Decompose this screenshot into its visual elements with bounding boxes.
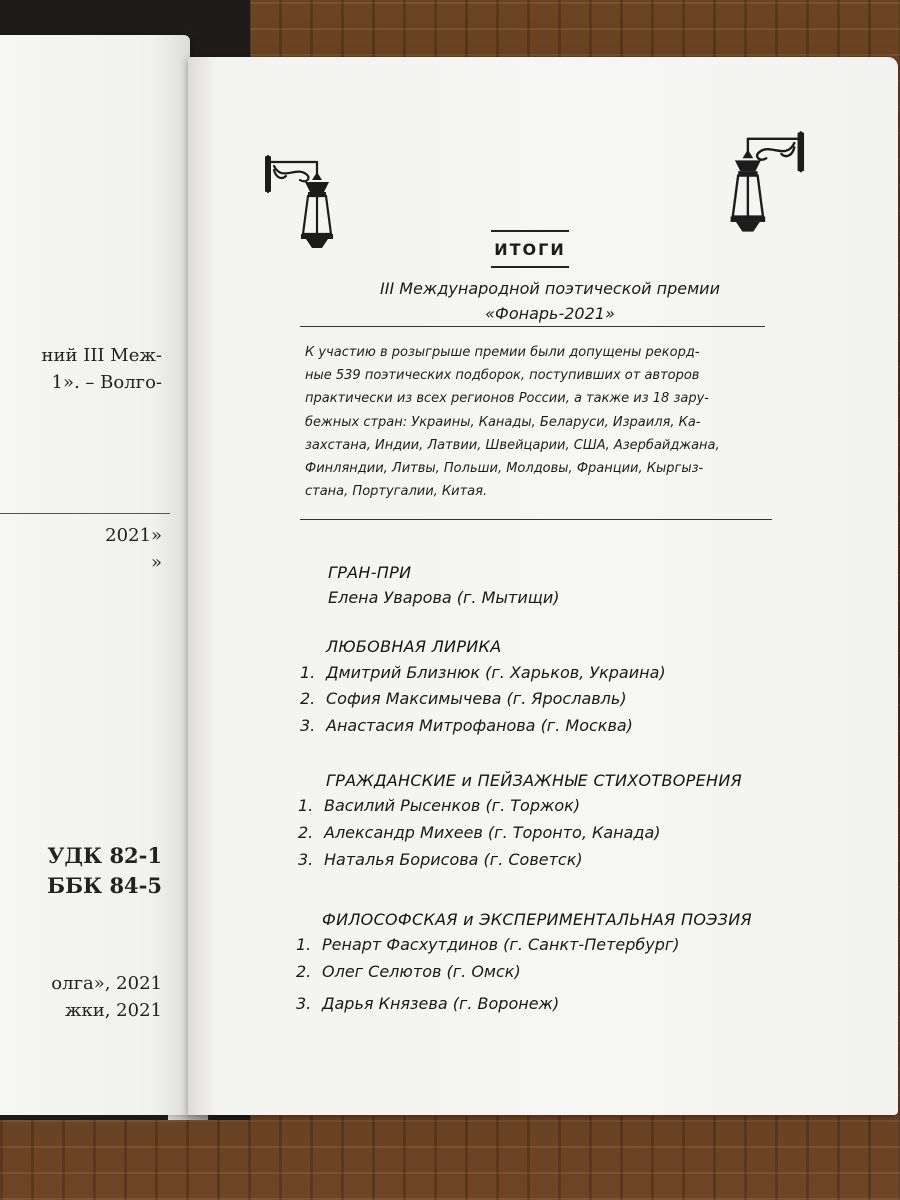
divider-top: [300, 326, 765, 327]
list-item: [300, 716, 633, 735]
intro-line: К участию в розыгрыше премии были допущены рекорд-: [305, 345, 700, 360]
intro-line: практически из всех регионов России, а также из 18 зару-: [305, 391, 709, 407]
entry-number: 3.: [296, 994, 312, 1013]
category-title: ЛЮБОВНАЯ ЛИРИКА: [326, 637, 502, 656]
entry-text: София Максимычева (г. Ярославль): [326, 689, 627, 708]
left-rule: [0, 513, 170, 514]
entry-number: 2.: [300, 689, 316, 708]
entry-number: 1.: [298, 796, 314, 815]
list-item: [298, 823, 661, 842]
list-item: [298, 850, 583, 869]
list-item: [296, 962, 521, 981]
intro-line: бежных стран: Украины, Канады, Беларуси, Израиля, Ка-: [305, 414, 701, 430]
page-heading: ИТОГИ: [491, 230, 569, 268]
copyright-line-1: олга», 2021: [51, 973, 162, 994]
divider-bottom: [300, 519, 772, 520]
intro-paragraph: [305, 341, 775, 503]
left-line-3: 2021»: [105, 525, 162, 546]
lantern-right-icon: [718, 128, 808, 236]
entry-text: Александр Михеев (г. Торонто, Канада): [324, 823, 661, 842]
left-line-4: »: [150, 552, 162, 573]
entry-text: Наталья Борисова (г. Советск): [324, 850, 583, 869]
left-line-2: 1». – Волго-: [51, 372, 162, 393]
bbk-code: ББК 84-5: [47, 873, 162, 898]
list-item: [300, 663, 666, 682]
copyright-line-2: жки, 2021: [64, 1000, 162, 1021]
entry-text: Олег Селютов (г. Омск): [322, 962, 521, 981]
entry-text: Ренарт Фасхутдинов (г. Санкт-Петербург): [322, 935, 680, 954]
subtitle-line-1: III Международной поэтической премии: [380, 279, 720, 298]
udk-code: УДК 82-1: [47, 843, 162, 868]
grand-prix-title: ГРАН-ПРИ: [328, 563, 412, 582]
left-page: [0, 35, 190, 1115]
left-line-1: ний III Меж-: [41, 345, 162, 366]
list-item: [300, 689, 627, 708]
intro-line: захстана, Индии, Латвии, Швейцарии, США, Азербайджана,: [305, 437, 720, 453]
entry-text: Дмитрий Близнюк (г. Харьков, Украина): [326, 663, 666, 682]
list-item: [296, 935, 680, 954]
intro-line: Финляндии, Литвы, Польши, Молдовы, Франции, Кыргыз-: [305, 461, 704, 477]
entry-number: 2.: [298, 823, 314, 842]
entry-text: Анастасия Митрофанова (г. Москва): [326, 716, 633, 735]
entry-number: 1.: [300, 663, 316, 682]
list-item: [298, 796, 580, 815]
entry-number: 1.: [296, 935, 312, 954]
grand-prix-winner: Елена Уварова (г. Мытищи): [328, 588, 560, 607]
entry-number: 3.: [300, 716, 316, 735]
entry-text: Василий Рысенков (г. Торжок): [324, 796, 581, 815]
category-title: ГРАЖДАНСКИЕ и ПЕЙЗАЖНЫЕ СТИХОТВОРЕНИЯ: [326, 771, 743, 790]
intro-line: ные 539 поэтических подборок, поступивших от авторов: [305, 368, 700, 384]
entry-text: Дарья Князева (г. Воронеж): [322, 994, 560, 1013]
lantern-left-icon: [262, 152, 344, 252]
list-item: [296, 994, 559, 1013]
show-through-ghost: [8, 415, 158, 505]
subtitle-line-2: «Фонарь-2021»: [485, 304, 615, 323]
category-title: ФИЛОСОФСКАЯ и ЭКСПЕРИМЕНТАЛЬНАЯ ПОЭЗИЯ: [322, 910, 752, 929]
entry-number: 3.: [298, 850, 314, 869]
entry-number: 2.: [296, 962, 312, 981]
intro-line: стана, Португалии, Китая.: [305, 484, 488, 500]
